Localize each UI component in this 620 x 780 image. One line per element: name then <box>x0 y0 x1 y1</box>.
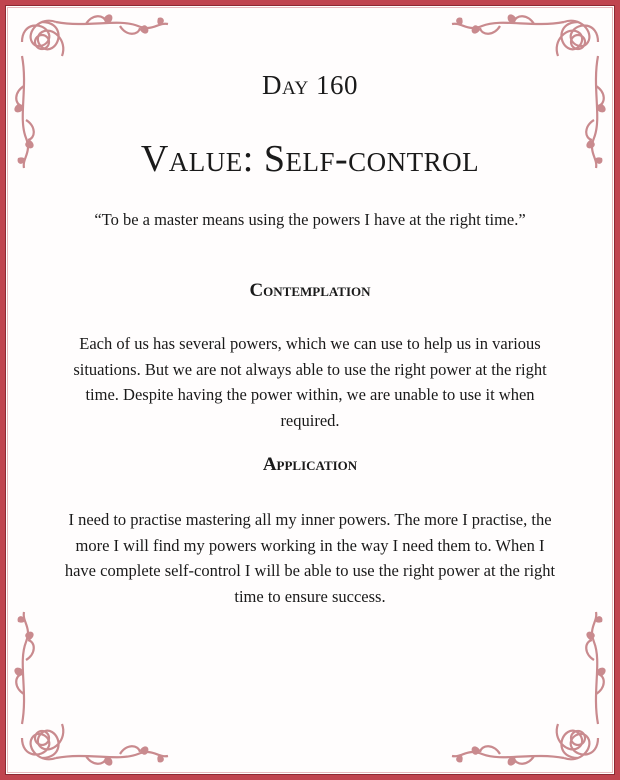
day-heading: Day 160 <box>262 70 358 100</box>
application-paragraph: I need to practise mastering all my inner powers. The more I practise, the more I will find my powers working in the way I need them to. When I have complete self-control I will be able to use the right power at the right time to ensure success. <box>64 510 556 606</box>
page-title: Value: Self-control <box>140 138 480 180</box>
contemplation-paragraph: Each of us has several powers, which we can use to help us in various situations. But we are not always able to use the right power at the right time. Despite having the power within, we are unable to use it when required. <box>73 334 547 430</box>
corner-ornament-icon <box>442 602 612 772</box>
section-heading-contemplation: Contemplation <box>249 280 371 301</box>
section-heading-application: Application <box>262 454 358 475</box>
quote-text: “To be a master means using the powers I have at the right time.” <box>94 210 526 229</box>
corner-ornament-icon <box>8 602 178 772</box>
